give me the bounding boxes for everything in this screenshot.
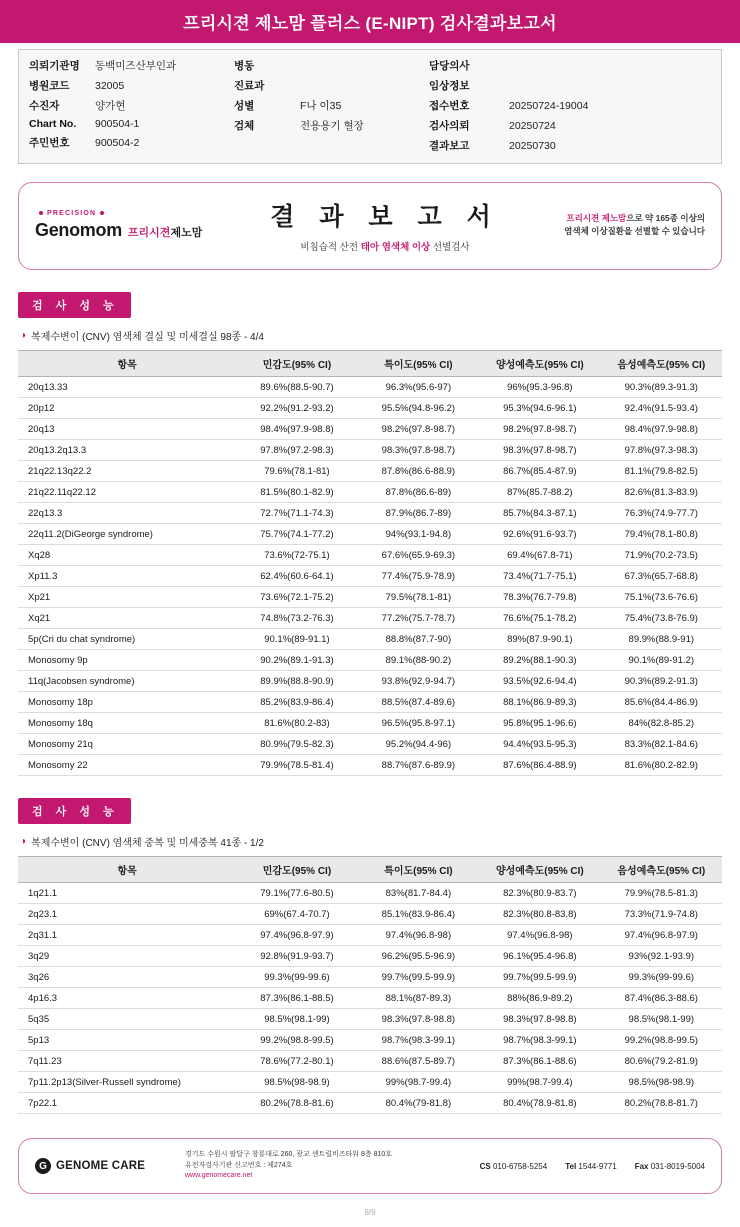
cell-ppv: 73.4%(71.7-75.1): [479, 566, 600, 587]
cell-npv: 76.3%(74.9-77.7): [601, 503, 722, 524]
performance-table-duplications: [18, 856, 722, 1114]
cell-item: Xp11.3: [18, 566, 236, 587]
cell-npv: 85.6%(84.4-86.9): [601, 692, 722, 713]
cell-specificity: 88.6%(87.5-89.7): [358, 1051, 479, 1072]
cell-npv: 90.1%(89-91.2): [601, 650, 722, 671]
result-report-title-main: 결 과 보 고 서: [270, 203, 500, 231]
cell-item: 7q11.23: [18, 1051, 236, 1072]
patient-info-column-2: [234, 58, 429, 153]
table-header-row: [18, 351, 722, 377]
cell-sensitivity: 99.2%(98.8-99.5): [236, 1030, 357, 1051]
cell-ppv: 93.5%(92.6-94.4): [479, 671, 600, 692]
cell-specificity: 98.3%(97.8-98.7): [358, 440, 479, 461]
cell-sensitivity: 73.6%(72.1-75.2): [236, 587, 357, 608]
column-header: 특이도(95% CI): [358, 351, 479, 377]
info-row: [234, 78, 429, 93]
table-row: [18, 482, 722, 503]
table-body: [18, 883, 722, 1114]
cell-sensitivity: 80.2%(78.8-81.6): [236, 1093, 357, 1114]
cell-npv: 89.9%(88.9-91): [601, 629, 722, 650]
section-subheading-text: 복제수변이 (CNV) 염색체 중복 및 미세중복 41종 - 1/2: [31, 838, 264, 849]
table-row: [18, 587, 722, 608]
cell-ppv: 78.3%(76.7-79.8): [479, 587, 600, 608]
section-subheading: [20, 834, 722, 849]
cell-ppv: 85.7%(84.3-87.1): [479, 503, 600, 524]
cell-sensitivity: 99.3%(99-99.6): [236, 967, 357, 988]
table-row: [18, 692, 722, 713]
cell-item: 20p12: [18, 398, 236, 419]
cell-specificity: 98.2%(97.8-98.7): [358, 419, 479, 440]
bullet-icon: ◑: [20, 836, 27, 847]
info-label: Chart No.: [29, 118, 77, 130]
cell-sensitivity: 92.2%(91.2-93.2): [236, 398, 357, 419]
section-subheading: [20, 328, 722, 343]
cell-sensitivity: 81.5%(80.1-82.9): [236, 482, 357, 503]
info-label: 성별: [234, 100, 255, 112]
table-row: [18, 419, 722, 440]
info-value: 32005: [95, 80, 125, 92]
performance-table-deletions: [18, 350, 722, 776]
result-report-subtitle: 비침습적 산전 태아 염색체 이상 선별검사: [300, 242, 470, 253]
cell-sensitivity: 73.6%(72-75.1): [236, 545, 357, 566]
cell-specificity: 99.7%(99.5-99.9): [358, 967, 479, 988]
table-header-row: [18, 857, 722, 883]
coverage-note-line2: 염색체 이상질환을 선별할 수 있습니다: [564, 226, 705, 236]
cell-specificity: 88.7%(87.6-89.9): [358, 755, 479, 776]
cell-npv: 90.3%(89.3-91.3): [601, 377, 722, 398]
cell-sensitivity: 69%(67.4-70.7): [236, 904, 357, 925]
cell-item: 4p16.3: [18, 988, 236, 1009]
column-header: 항목: [18, 351, 236, 377]
cell-ppv: 94.4%(93.5-95.3): [479, 734, 600, 755]
info-value: 20250730: [509, 140, 556, 152]
cell-specificity: 79.5%(78.1-81): [358, 587, 479, 608]
result-report-title: [250, 197, 520, 253]
info-row: [429, 58, 711, 73]
info-value-age: 35: [329, 100, 342, 112]
cell-sensitivity: 79.9%(78.5-81.4): [236, 755, 357, 776]
genome-care-logo-icon: G: [35, 1158, 51, 1174]
info-row: [429, 98, 711, 113]
cell-sensitivity: 79.1%(77.6-80.5): [236, 883, 357, 904]
table-row: [18, 650, 722, 671]
info-value: 동백미즈산부인과: [95, 60, 177, 72]
cell-specificity: 97.4%(96.8-98): [358, 925, 479, 946]
table-row: [18, 904, 722, 925]
cell-specificity: 77.4%(75.9-78.9): [358, 566, 479, 587]
info-row: [429, 78, 711, 93]
cell-npv: 83.3%(82.1-84.6): [601, 734, 722, 755]
cell-ppv: 96%(95.3-96.8): [479, 377, 600, 398]
cell-npv: 90.3%(89.2-91.3): [601, 671, 722, 692]
cell-sensitivity: 80.9%(79.5-82.3): [236, 734, 357, 755]
cell-ppv: 82.3%(80.8-83.8): [479, 904, 600, 925]
info-value: 20250724: [509, 120, 556, 132]
info-label: 검사의뢰: [429, 120, 470, 132]
info-label: 접수번호: [429, 100, 470, 112]
page-footer: [18, 1138, 722, 1194]
column-header: 항목: [18, 857, 236, 883]
cell-npv: 87.4%(86.3-88.6): [601, 988, 722, 1009]
section-heading: 검 사 성 능: [18, 292, 131, 318]
brand-name-en: Genomom: [35, 219, 122, 240]
column-header: 양성예측도(95% CI): [479, 351, 600, 377]
cell-specificity: 87.8%(86.6-89): [358, 482, 479, 503]
table-row: [18, 988, 722, 1009]
column-header: 민감도(95% CI): [236, 857, 357, 883]
cell-specificity: 83%(81.7-84.4): [358, 883, 479, 904]
cell-sensitivity: 92.8%(91.9-93.7): [236, 946, 357, 967]
footer-address: [185, 1150, 480, 1183]
cell-item: 21q22.11q22.12: [18, 482, 236, 503]
cell-item: 20q13.33: [18, 377, 236, 398]
table-row: [18, 545, 722, 566]
info-row: [29, 118, 234, 130]
cell-sensitivity: 98.5%(98-98.9): [236, 1072, 357, 1093]
cell-item: Monosomy 18p: [18, 692, 236, 713]
cell-item: 22q13.3: [18, 503, 236, 524]
column-header: 특이도(95% CI): [358, 857, 479, 883]
cell-sensitivity: 89.9%(88.8-90.9): [236, 671, 357, 692]
info-value: 900504-2: [95, 137, 140, 149]
cell-specificity: 85.1%(83.9-86.4): [358, 904, 479, 925]
table-row: [18, 713, 722, 734]
cell-specificity: 98.3%(97.8-98.8): [358, 1009, 479, 1030]
cell-ppv: 87.3%(86.1-88.6): [479, 1051, 600, 1072]
column-header: 음성예측도(95% CI): [601, 351, 722, 377]
info-row: [234, 58, 429, 73]
bullet-dot-icon: [39, 211, 43, 215]
cell-ppv: 99.7%(99.5-99.9): [479, 967, 600, 988]
cell-ppv: 98.3%(97.8-98.8): [479, 1009, 600, 1030]
cell-ppv: 96.1%(95.4-96.8): [479, 946, 600, 967]
info-label: 병동: [234, 60, 255, 72]
cell-sensitivity: 90.1%(89-91.1): [236, 629, 357, 650]
table-row: [18, 608, 722, 629]
cell-item: 21q22.13q22.2: [18, 461, 236, 482]
footer-website-link[interactable]: www.genomecare.net: [185, 1172, 253, 1180]
section-performance-deletions: [18, 292, 722, 776]
cell-ppv: 89%(87.9-90.1): [479, 629, 600, 650]
cell-sensitivity: 90.2%(89.1-91.3): [236, 650, 357, 671]
coverage-note: [520, 212, 705, 238]
cell-npv: 80.6%(79.2-81.9): [601, 1051, 722, 1072]
cell-sensitivity: 75.7%(74.1-77.2): [236, 524, 357, 545]
column-header: 양성예측도(95% CI): [479, 857, 600, 883]
cell-npv: 99.3%(99-99.6): [601, 967, 722, 988]
footer-contact-cs: CS 010-6758-5254: [479, 1161, 548, 1171]
brand-tag-text: PRECISION: [47, 209, 97, 217]
cell-item: 11q(Jacobsen syndrome): [18, 671, 236, 692]
info-row: [429, 118, 711, 133]
cell-item: 1q21.1: [18, 883, 236, 904]
cell-specificity: 67.6%(65.9-69.3): [358, 545, 479, 566]
table-row: [18, 377, 722, 398]
cell-npv: 93%(92.1-93.9): [601, 946, 722, 967]
cell-item: Xq28: [18, 545, 236, 566]
brand-name: [35, 220, 250, 241]
cell-sensitivity: 74.8%(73.2-76.3): [236, 608, 357, 629]
table-row: [18, 566, 722, 587]
cell-item: 2q23.1: [18, 904, 236, 925]
info-row: [29, 78, 234, 93]
footer-address-line2: 유전자검사기관 신고번호 : 제274호: [185, 1161, 293, 1169]
cell-sensitivity: 72.7%(71.1-74.3): [236, 503, 357, 524]
cell-item: Monosomy 22: [18, 755, 236, 776]
cell-npv: 71.9%(70.2-73.5): [601, 545, 722, 566]
cell-sensitivity: 79.6%(78.1-81): [236, 461, 357, 482]
cell-item: 3q29: [18, 946, 236, 967]
info-row: [29, 58, 234, 73]
cell-ppv: 92.6%(91.6-93.7): [479, 524, 600, 545]
info-row-sex-age: [234, 98, 429, 113]
column-header: 민감도(95% CI): [236, 351, 357, 377]
cell-item: 5p(Cri du chat syndrome): [18, 629, 236, 650]
table-row: [18, 967, 722, 988]
cell-npv: 75.1%(73.6-76.6): [601, 587, 722, 608]
bullet-icon: ◑: [20, 330, 27, 341]
cell-ppv: 89.2%(88.1-90.3): [479, 650, 600, 671]
info-label: 수진자: [29, 100, 60, 112]
cell-item: 5q35: [18, 1009, 236, 1030]
cell-npv: 80.2%(78.8-81.7): [601, 1093, 722, 1114]
table-row: [18, 629, 722, 650]
cell-specificity: 88.5%(87.4-89.6): [358, 692, 479, 713]
bullet-dot-icon: [100, 211, 104, 215]
info-value: 양가현: [95, 100, 126, 112]
cell-ppv: 88%(86.9-89.2): [479, 988, 600, 1009]
cell-specificity: 95.2%(94.4-96): [358, 734, 479, 755]
table-row: [18, 883, 722, 904]
info-label: 진료과: [234, 80, 265, 92]
info-row: [429, 138, 711, 153]
info-row: [29, 135, 234, 150]
cell-item: 7p22.1: [18, 1093, 236, 1114]
table-row: [18, 461, 722, 482]
cell-npv: 67.3%(65.7-68.8): [601, 566, 722, 587]
cell-item: Monosomy 18q: [18, 713, 236, 734]
cell-sensitivity: 98.4%(97.9-98.8): [236, 419, 357, 440]
cell-npv: 82.6%(81.3-83.9): [601, 482, 722, 503]
brand-block: [35, 210, 250, 241]
cell-npv: 97.8%(97.3-98.3): [601, 440, 722, 461]
info-row: [29, 98, 234, 113]
table-row: [18, 398, 722, 419]
footer-contacts: [480, 1162, 705, 1171]
cell-npv: 97.4%(96.8-97.9): [601, 925, 722, 946]
cell-sensitivity: 97.4%(96.8-97.9): [236, 925, 357, 946]
cell-ppv: 95.8%(95.1-96.6): [479, 713, 600, 734]
cell-specificity: 77.2%(75.7-78.7): [358, 608, 479, 629]
cell-npv: 73.3%(71.9-74.8): [601, 904, 722, 925]
cell-sensitivity: 62.4%(60.6-64.1): [236, 566, 357, 587]
cell-specificity: 95.5%(94.8-96.2): [358, 398, 479, 419]
info-value: 900504-1: [95, 118, 140, 130]
cell-specificity: 87.8%(86.6-88.9): [358, 461, 479, 482]
info-label-age: 나 이: [306, 100, 330, 112]
info-label: 담당의사: [429, 60, 470, 72]
cell-specificity: 87.9%(86.7-89): [358, 503, 479, 524]
info-value: F: [300, 100, 307, 112]
cell-npv: 79.9%(78.5-81.3): [601, 883, 722, 904]
cell-ppv: 87.6%(86.4-88.9): [479, 755, 600, 776]
cell-specificity: 88.8%(87.7-90): [358, 629, 479, 650]
cell-item: 7p11.2p13(Silver-Russell syndrome): [18, 1072, 236, 1093]
cell-ppv: 86.7%(85.4-87.9): [479, 461, 600, 482]
cell-specificity: 89.1%(88-90.2): [358, 650, 479, 671]
info-label: 결과보고: [429, 140, 470, 152]
cell-sensitivity: 85.2%(83.9-86.4): [236, 692, 357, 713]
info-label: 주민번호: [29, 137, 70, 149]
cell-ppv: 98.3%(97.8-98.7): [479, 440, 600, 461]
section-heading: 검 사 성 능: [18, 798, 131, 824]
footer-address-line1: 경기도 수원시 팔달구 창룡대로 260, 광교 센트럴비즈타워 8층 810호: [185, 1150, 393, 1158]
table-row: [18, 734, 722, 755]
coverage-note-line1: 프리시젼 제노맘으로 약 165종 이상의: [566, 213, 705, 224]
cell-npv: 98.4%(97.9-98.8): [601, 419, 722, 440]
cell-ppv: 99%(98.7-99.4): [479, 1072, 600, 1093]
cell-sensitivity: 78.6%(77.2-80.1): [236, 1051, 357, 1072]
cell-ppv: 98.2%(97.8-98.7): [479, 419, 600, 440]
cell-ppv: 87%(85.7-88.2): [479, 482, 600, 503]
cell-specificity: 96.2%(95.5-96.9): [358, 946, 479, 967]
cell-npv: 75.4%(73.8-76.9): [601, 608, 722, 629]
table-row: [18, 671, 722, 692]
patient-info-column-1: [29, 58, 234, 153]
cell-item: 20q13: [18, 419, 236, 440]
report-title-card: [18, 182, 722, 270]
footer-contact-tel: Tel 1544-9771: [565, 1161, 617, 1171]
cell-specificity: 98.7%(98.3-99.1): [358, 1030, 479, 1051]
cell-npv: 92.4%(91.5-93.4): [601, 398, 722, 419]
section-performance-duplications: [18, 798, 722, 1114]
info-row: [234, 118, 429, 133]
table-body: [18, 377, 722, 776]
cell-ppv: 76.6%(75.1-78.2): [479, 608, 600, 629]
brand-tagline: [39, 210, 250, 217]
cell-npv: 98.5%(98-98.9): [601, 1072, 722, 1093]
cell-item: 2q31.1: [18, 925, 236, 946]
cell-item: 20q13.2q13.3: [18, 440, 236, 461]
cell-ppv: 82.3%(80.9-83.7): [479, 883, 600, 904]
cell-sensitivity: 97.8%(97.2-98.3): [236, 440, 357, 461]
table-row: [18, 440, 722, 461]
cell-npv: 81.1%(79.8-82.5): [601, 461, 722, 482]
cell-specificity: 88.1%(87-89.3): [358, 988, 479, 1009]
footer-logo-name: GENOME CARE: [56, 1160, 146, 1172]
cell-specificity: 80.4%(79-81.8): [358, 1093, 479, 1114]
cell-sensitivity: 98.5%(98.1-99): [236, 1009, 357, 1030]
cell-npv: 81.6%(80.2-82.9): [601, 755, 722, 776]
cell-npv: 84%(82.8-85.2): [601, 713, 722, 734]
cell-sensitivity: 87.3%(86.1-88.5): [236, 988, 357, 1009]
cell-item: Monosomy 21q: [18, 734, 236, 755]
footer-contact-fax: Fax 031-8019-5004: [634, 1161, 705, 1171]
cell-ppv: 97.4%(96.8-98): [479, 925, 600, 946]
cell-sensitivity: 89.6%(88.5-90.7): [236, 377, 357, 398]
cell-specificity: 93.8%(92.9-94.7): [358, 671, 479, 692]
brand-name-kr: 프리시젼제노맘: [127, 226, 203, 239]
table-row: [18, 503, 722, 524]
table-row: [18, 946, 722, 967]
info-label: 임상정보: [429, 80, 470, 92]
cell-specificity: 96.3%(95.6-97): [358, 377, 479, 398]
cell-npv: 79.4%(78.1-80.8): [601, 524, 722, 545]
cell-item: Xq21: [18, 608, 236, 629]
cell-ppv: 88.1%(86.9-89.3): [479, 692, 600, 713]
info-value: 20250724-19004: [509, 100, 589, 112]
table-row: [18, 1030, 722, 1051]
table-row: [18, 925, 722, 946]
cell-item: 3q26: [18, 967, 236, 988]
cell-specificity: 99%(98.7-99.4): [358, 1072, 479, 1093]
info-label: 의뢰기관명: [29, 60, 80, 72]
cell-ppv: 98.7%(98.3-99.1): [479, 1030, 600, 1051]
section-subheading-text: 복제수변이 (CNV) 염색체 결실 및 미세결실 98종 - 4/4: [31, 332, 264, 343]
info-label: 검체: [234, 120, 255, 132]
table-row: [18, 1072, 722, 1093]
cell-ppv: 95.3%(94.6-96.1): [479, 398, 600, 419]
cell-ppv: 69.4%(67.8-71): [479, 545, 600, 566]
column-header: 음성예측도(95% CI): [601, 857, 722, 883]
patient-info-column-3: [429, 58, 711, 153]
patient-info-box: [18, 49, 722, 164]
table-row: [18, 1051, 722, 1072]
footer-logo: [35, 1158, 185, 1174]
cell-item: 22q11.2(DiGeorge syndrome): [18, 524, 236, 545]
cell-npv: 99.2%(98.8-99.5): [601, 1030, 722, 1051]
cell-npv: 98.5%(98.1-99): [601, 1009, 722, 1030]
cell-specificity: 94%(93.1-94.8): [358, 524, 479, 545]
cell-item: Xp21: [18, 587, 236, 608]
table-row: [18, 755, 722, 776]
info-label: 병원코드: [29, 80, 70, 92]
cell-specificity: 96.5%(95.8-97.1): [358, 713, 479, 734]
table-row: [18, 1093, 722, 1114]
table-row: [18, 1009, 722, 1030]
page-number: 8/9: [364, 1208, 376, 1217]
table-row: [18, 524, 722, 545]
page-title: 프리시젼 제노맘 플러스 (E-NIPT) 검사결과보고서: [0, 0, 740, 43]
info-value: 전용용기 혈장: [300, 120, 364, 132]
cell-ppv: 80.4%(78.9-81.8): [479, 1093, 600, 1114]
cell-item: 5p13: [18, 1030, 236, 1051]
cell-sensitivity: 81.6%(80.2-83): [236, 713, 357, 734]
cell-item: Monosomy 9p: [18, 650, 236, 671]
